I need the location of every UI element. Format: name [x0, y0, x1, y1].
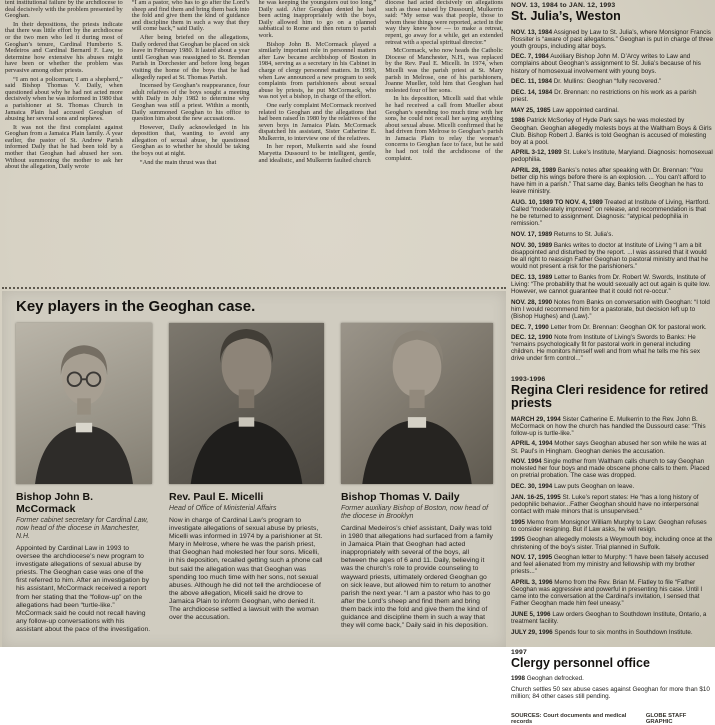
entry-text: Returns to St. Julia’s. [553, 231, 614, 239]
timeline-entry [511, 167, 713, 195]
article-column-1 [5, 0, 123, 285]
entry-text: Law orders Geoghan to Southdown Institute, Ontario, a treatment facility. [511, 611, 707, 626]
timeline-entry [511, 579, 713, 607]
timeline-entry [511, 199, 713, 227]
timeline-entry [511, 53, 713, 74]
article-paragraph: After being briefed on the allegations, Daily ordered that Geoghan be placed on sick leave in February 1980. It lasted about a year until Geoghan was reassigned to St. Brendan Parish in Dorchester and before long began visiting the home of the boys that he had allegedly raped at St. Thomas Parish. [131, 33, 250, 81]
player-name: Rev. Paul E. Micelli [169, 491, 264, 503]
entry-date: JAN. 16-25, 1995 [511, 493, 561, 501]
article-column-3 [259, 0, 377, 285]
player-name: Bishop John B. McCormack [16, 491, 93, 515]
key-players-title: Key players in the Geoghan case. [16, 298, 256, 315]
entry-text: Banks’s notes after speaking with Dr. Brennan: “You better clip his wings before there is an explosion. ... You can’t afford to have him in a parish.” That same day, Banks tells Geoghan he has to leave ministry. [511, 167, 706, 196]
entry-text: Dr. Brennan: no restrictions on his work as a parish priest. [511, 88, 697, 104]
entry-text: Auxiliary Bishop John M. D’Arcy writes to Law and complains about Geoghan’s assignment to St. Julia’s because of his history of homosexual involvement with young boys. [511, 53, 701, 75]
entry-date: DEC. 7, 1984 [511, 53, 549, 61]
timeline-entry [511, 29, 713, 50]
article-paragraph: Incensed by Geoghan’s reappearance, four adult relatives of the boys sought a meeting with Daily in July 1982 to determine why Geoghan was still a priest. Within a month, Daily summoned Geoghan to his office to question him about the new accusations. [131, 82, 250, 123]
player-bio: Now in charge of Cardinal Law’s program to investigate allegations of sexual abuse by priests, Micelli was informed in 1974 by a parishioner at St. Mary in Melrose, where he was the parish priest, that Geoghan had molested her four sons. Micelli, in his deposition, recalled getting such a phone call but said the allegation was that Geoghan was spending too much time with her sons, not sexual abuses. Although he did not tell the archdiocese of the above allegation, Micelli said he drove to Jamaica Plain to inform Geoghan, who denied it. The archdiocese settled a lawsuit with the woman over the accusation. [169, 517, 323, 622]
entry-text: Patrick McSorley of Hyde Park says he was molested by Geoghan. Geoghan allegedly molests boys at the Waltham Boys & Girls Club. Bishop Robert J. Banks is told Geoghan is accused of molesting boy at a pool. [511, 117, 712, 146]
entry-date: NOV. 17, 1995 [511, 554, 553, 562]
entry-text: Memo from Monsignor William Murphy to Law: Geoghan refuses to consider resigning. But if Law asks, he will resign. [511, 518, 707, 533]
entry-date: 1986 [511, 117, 526, 125]
credit-line: GLOBE STAFF GRAPHIC [645, 713, 687, 725]
entry-text: Memo from the Rev. Brian M. Flatley to file “Father Geoghan was aggressive and powerful in presenting his case. Until I came into the conversation at the Cardinal’s invitation, I sensed that Father Geoghan made him feel uneasy.” [511, 579, 703, 608]
timeline-entry [511, 149, 713, 163]
timeline-entry [511, 117, 713, 145]
entry-text: Law puts Geoghan on leave. [554, 483, 635, 491]
player-bio: Cardinal Medeiros’s chief assistant, Daily was told in 1980 that allegations had surfaced from a family in Jamaica Plain that Geoghan had acted inappropriately with several of the boys, all between the ages of 6 and 11. Daily, believing it was the church’s role to provide counseling to wayward priests, ultimately ordered Geoghan go on sick leave, but allowed him to return to another parish the next year. “I am a pastor who has to go after the Lord’s sheep and find them and bring them back into the fold and give them the kind of guidance and discipline them in such a way that they will come back,” Daily said in his deposition. [341, 525, 493, 630]
timeline-entry [511, 324, 713, 331]
entry-date: APRIL 3-12, 1989 [511, 149, 562, 157]
player-role: Former cabinet secretary for Cardinal Law, now head of the diocese in Manchester, N.H. [16, 517, 149, 540]
timeline-entry [511, 494, 713, 515]
timeline-entry [511, 231, 713, 238]
micelli-portrait-photo [169, 323, 324, 484]
entry-text: Assigned by Law to St. Julia’s, where Monsignor Francis Rossiter is “aware of past allegations.” Geoghan is put in charge of three youth groups, including altar boys. [511, 28, 713, 50]
entry-text: Note from Institute of Living’s Swords to Banks: He “remains psychologically fit for pastoral work in general including children. He monitors himself well and from what he tells me his sex drive under firm control...” [511, 334, 700, 363]
timeline-period: 1993-1996 [511, 375, 546, 383]
mccormack-portrait-photo [16, 323, 152, 484]
entry-date: APRIL 28, 1989 [511, 167, 557, 175]
timeline-entry [511, 274, 713, 295]
timeline-entry [511, 78, 713, 85]
article-paragraph: It was not the first complaint against Geoghan from a Jamaica Plain family. A year earlier, the pastor of St. Andrew Parish informed Daily that he had been told by a mother that Geoghan had abused her son. Without summoning the mother to ask her about the allegation, Daily wrote [5, 123, 123, 171]
article-paragraph: “And the main thrust was that [139, 158, 217, 166]
timeline-period: 1997 [511, 648, 527, 656]
entry-date: MAY 25, 1985 [511, 106, 551, 114]
entry-date: DEC. 7, 1990 [511, 323, 549, 331]
article-paragraph: tent institutional failure by the archdiocese to deal decisively with the problem presented by Geoghan. [5, 0, 123, 20]
entry-date: DEC. 11, 1984 [511, 78, 552, 86]
sources-line: SOURCES: Court documents and medical records [511, 713, 627, 725]
entry-text: Geoghan letter to Murphy: “I have been falsely accused and feel alienated from my ministry and fellowship with my brother priests...” [511, 554, 709, 576]
article-column-4 [385, 0, 503, 285]
timeline-entry [511, 107, 713, 114]
entry-date: NOV. 17, 1989 [511, 231, 553, 239]
entry-text: Spends four to six months in Southdown Institute. [554, 628, 693, 636]
player-card-mccormack [16, 323, 152, 634]
article-paragraph: However, Daily acknowledged in his deposition that, wanting to avoid any allegation of sexual abuse, he questioned Geoghan as to whether he should be taking the boys out at night. [131, 123, 250, 158]
timeline-entry [511, 299, 713, 320]
entry-text: Letter to Banks from Dr. Robert W. Swords, Institute of Living: “The probability that he would sexually act out again is quite low. However, we cannot guarantee that it could not re-occur.” [511, 273, 711, 295]
timeline-entry [511, 89, 713, 103]
player-role: Head of Office of Ministerial Affairs [169, 505, 277, 512]
timeline-entry [511, 334, 713, 362]
article-paragraph: “I am a pastor, who has to go after the Lord’s sheep and find them and bring them back into the fold and give them the kind of guidance and discipline them in such a way that they will come back,” said Daily. [131, 0, 250, 33]
article-paragraph: diocese had acted decisively on allegations such as those raised by Dussourd, Mulkerrin said: “My sense was that people, those to whom these things were reported, acted in the way they knew how — to make a retreat, repent, go away for a while, get an extended retreat with a special spiritual director.” [385, 0, 503, 46]
entry-date: JUNE 5, 1996 [511, 611, 551, 619]
entry-date: DEC. 13, 1989 [511, 273, 553, 281]
timeline-entry [511, 554, 713, 575]
entry-text: Geoghan allegedly molests a Weymouth boy, including once at the christening of the boy’s sister. Trial planned in Suffolk. [511, 536, 713, 551]
entry-text: Notes from Banks on conversation with Geoghan: “I told him I would recommend him for a pastorate, but decision left up to (Bishop Hughes) and (Law).” [511, 298, 710, 320]
article-column-2 [132, 0, 250, 285]
article-paragraph: he was keeping the youngsters out too long,” Daily said. After Geoghan denied he had been acting inappropriately with the boys, Daily allowed him to go on a planned sabbatical to Rome and then return to parish work. [258, 0, 377, 39]
entry-date: NOV. 13, 1984 [511, 28, 553, 36]
dotted-divider [2, 287, 506, 289]
article-body [5, 0, 503, 285]
entry-text: Single mother from Waltham calls church to say Geoghan molested her four boys and made obscene phone calls to them. Placed on pretrial probation. The case was dropped. [511, 458, 710, 480]
entry-date: DEC. 30, 1994 [511, 483, 553, 491]
article-paragraph: In their depositions, the priests indicate that there was little effort by the archdiocese or the two men who led it during most of Geoghan’s tenure, Cardinal Humberto S. Medeiros and Cardinal Bernard F. Law, to determine how extensive his abuses might have been or whether the problem was pervasive among other priests. [5, 20, 123, 74]
entry-date: DEC. 14, 1984 [511, 88, 553, 96]
article-paragraph: “I am not a policeman; I am a shepherd,” said Bishop Thomas V. Daily, when questioned about why he had not acted more decisively when he was informed in 1980 that a parishioner at St. Thomas Church in Jamaica Plain had accused Geoghan of abusing her several sons and nephews. [5, 75, 123, 123]
entry-date: 1998 [511, 675, 526, 683]
player-role: Former auxiliary Bishop of Boston, now head of the diocese in Brooklyn [341, 505, 489, 520]
entry-text: St. Luke’s Institute, Maryland. Diagnosis: homosexual pedophilia. [511, 149, 713, 164]
key-players-columns [16, 323, 494, 634]
timeline-section-title: Regina Cleri residence for retired priests [511, 382, 709, 411]
entry-text: Geoghan defrocked. [526, 675, 584, 683]
timeline-entry [511, 242, 713, 270]
player-card-daily [341, 323, 493, 634]
player-card-micelli [169, 323, 324, 634]
article-paragraph: McCormack, who now heads the Catholic Diocese of Manchester, N.H., was replaced by the Rev. Paul E. Micelli. In 1974, when Micelli was the parish priest at St. Mary parish in Melrose, one of his parishioners, Joanne Mueller, told him that Geoghan had molested four of her sons. [385, 47, 503, 94]
timeline-period: NOV. 13, 1984 to JAN. 12, 1993 [511, 2, 616, 9]
timeline-entry [511, 675, 713, 682]
timeline-entry [511, 536, 713, 550]
article-paragraph: Bishop John B. McCormack played a similarly important role in personnel matters after Law became archbishop of Boston in 1984, serving as a secretary in his Cabinet in charge of clergy personnel matters. In 1993, when Law announced a new program to seek complaints from parishioners about sexual abuse by priests, he put McCormack, who was not yet a bishop, in charge of the effort. [258, 40, 377, 101]
entry-date: NOV. 30, 1989 [511, 241, 553, 249]
entry-date: NOV. 1994 [511, 458, 542, 466]
entry-text: Banks writes to doctor at Institute of Living “I am a bit disappointed and disturbed by the report. ...I was assured that it would be all right to reassign Father Geoghan to pastoral ministry and that he would not present a risk for the parishioners.” [511, 241, 709, 271]
key-players-box [2, 291, 506, 647]
player-bio: Appointed by Cardinal Law in 1993 to oversee the archdiocese’s new program to investigate allegations of sexual abuse by priests. The Geoghan case was one of the first referred to him. After an investigation by his assistant, McCormack received a report from her stating that the “follow-up” on the allegations had been “turtle-like.” McCormack said he could not recall having any follow-up conversations with his assistant about the pace of the investigation. [16, 545, 151, 633]
entry-date: APRIL 3, 1996 [511, 579, 553, 587]
entry-date: 1995 [511, 518, 526, 526]
timeline-entry [511, 458, 713, 479]
timeline-section-title: St. Julia’s, Weston [511, 9, 621, 23]
article-paragraph: One early complaint McCormack received related to Geoghan and the allegations that had been raised in 1980 by the relatives of the seven boys in Jamaica Plain. McCormack dispatched his assistant, Sister Catherine E. Mulkerrin, to interview one of the relatives. [258, 101, 377, 142]
timeline-section-regina-cleri [511, 376, 713, 636]
entry-text: Dr. Mullins: Geoghan “fully recovered.” [553, 78, 662, 86]
entry-date: AUG. 10, 1989 TO NOV. 4, 1989 [511, 199, 603, 207]
timeline-entry [511, 483, 713, 490]
entry-text: Treated at Institute of Living, Hartford. Called “moderately improved” on release, and recommendation is that he be returned to assignment. Diagnosis: “atypical pedophilia in remission.” [511, 199, 710, 228]
entry-date: NOV. 28, 1990 [511, 298, 553, 306]
entry-text: Church settles 50 sex abuse cases against Geoghan for more than $10 million; 84 other cases still pending. [511, 686, 710, 701]
timeline-footer [511, 713, 713, 725]
timeline-entry [511, 440, 713, 454]
entry-date: 1995 [511, 536, 526, 544]
timeline-entry [511, 611, 713, 625]
player-name: Bishop Thomas V. Daily [341, 491, 460, 503]
entry-text: Letter from Dr. Brennan: Geoghan OK for pastoral work. [550, 323, 707, 331]
entry-date: APRIL 4, 1994 [511, 440, 553, 448]
article-paragraph: In her report, Mulkerrin said she found Maryetta Dussourd to be intelligent, gentle, and idealistic, and Mulkerrin faulted church [258, 143, 377, 164]
timeline-section-st-julias [511, 2, 713, 363]
entry-date: JULY 29, 1996 [511, 628, 553, 636]
entry-text: Law appointed cardinal. [552, 106, 619, 114]
timeline-entry [511, 416, 713, 437]
timeline-entry [511, 519, 713, 533]
timeline-section-title: Clergy personnel office [511, 655, 650, 670]
entry-text: Mother says Geoghan abused her son while he was at St. Paul’s in Hingham. Geoghan denies the accusation. [511, 440, 707, 455]
entry-date: MARCH 29, 1994 [511, 415, 561, 423]
daily-portrait-photo [341, 323, 493, 484]
entry-date: DEC. 12, 1990 [511, 334, 553, 342]
timeline-section-clergy-office [511, 649, 713, 700]
article-paragraph: In his deposition, Micelli said that while he had received a call from Mueller about Geoghan’s spending too much time with her sons, he could not recall her saying anything about sexual abuse. Micelli confirmed that he had driven from Melrose to Geoghan’s parish in Jamacia Plain to relay the woman’s concerns to Geoghan face to face, but he said he had not told the archdiocese of the complaint. [385, 95, 503, 162]
entry-text: St. Luke’s report states: He “has a long history of pedophilic behavior...Father Geoghan should have no interpersonal contact with male minors that is unsupervised.” [511, 493, 699, 515]
timeline-entry [511, 686, 713, 700]
timeline [511, 2, 713, 725]
timeline-entry [511, 629, 713, 636]
entry-text: Sister Catherine E. Mulkerrin to the Rev. John B. McCormack on how the church has handled the Dussourd case: “This follow-up is turtle-like.” [511, 415, 706, 437]
